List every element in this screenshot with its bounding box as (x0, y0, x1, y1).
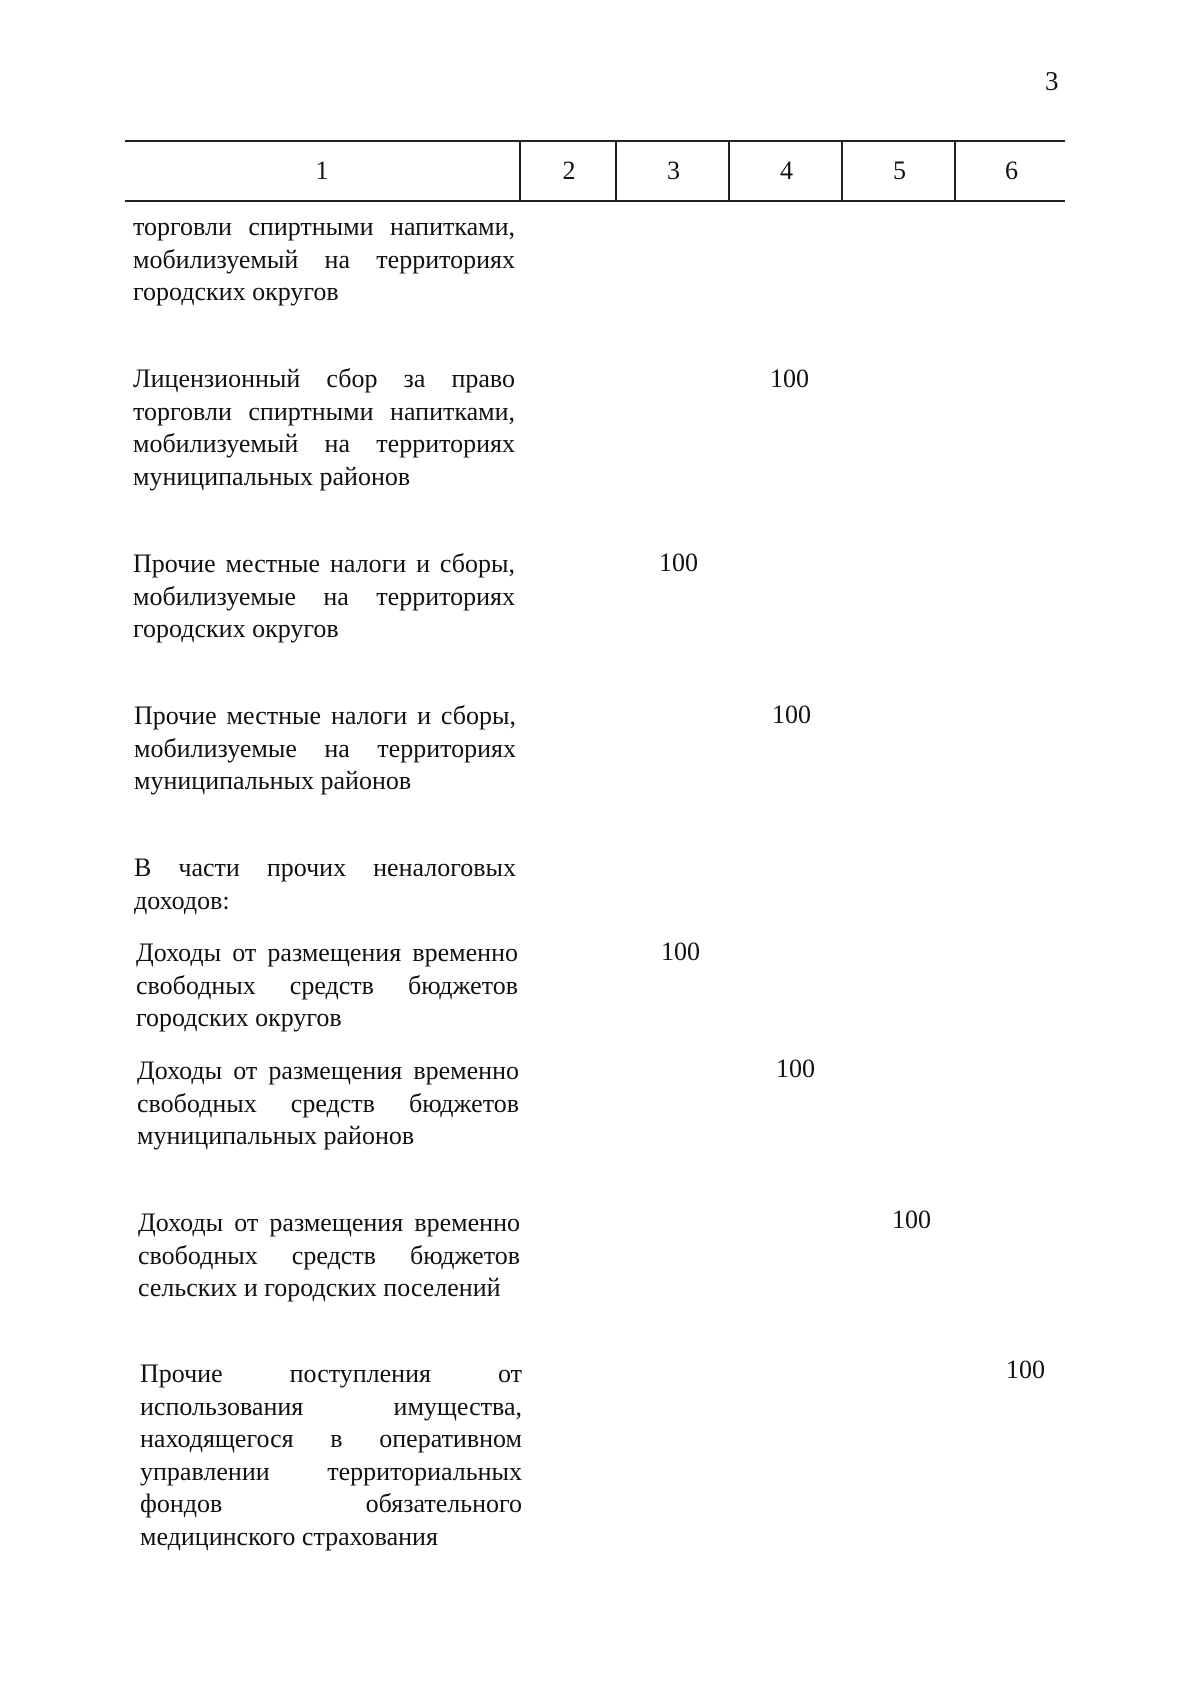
row-description: Прочие местные налоги и сборы, мобилизуемые на территориях муниципальных районов (134, 701, 516, 795)
page-number: 3 (1045, 66, 1059, 96)
row-description: Прочие местные налоги и сборы, мобилизуемые на территориях городских округов (133, 549, 515, 643)
row-description: Доходы от размещения временно свободных средств бюджетов городских округов (136, 938, 518, 1032)
column-header-4: 4 (728, 142, 843, 200)
row-description: Прочие поступления от использования имущества, находящегося в оперативном управлении территориальных фондов обязательного медицинского страхования (140, 1359, 522, 1551)
row-value-col4: 100 (772, 700, 811, 729)
column-header-5: 5 (841, 142, 956, 200)
row-description: В части прочих неналоговых доходов: (134, 853, 516, 915)
row-description: Доходы от размещения временно свободных средств бюджетов муниципальных районов (137, 1056, 519, 1150)
table-header (125, 140, 1065, 202)
row-value-col3: 100 (659, 548, 698, 577)
column-header-6: 6 (954, 142, 1067, 200)
column-header-1: 1 (315, 156, 329, 185)
row-description: Доходы от размещения временно свободных средств бюджетов сельских и городских поселений (138, 1208, 520, 1302)
row-description: Лицензионный сбор за право торговли спиртными напитками, мобилизуемый на территориях муниципальных районов (133, 364, 515, 491)
column-header-2: 2 (519, 142, 617, 200)
row-value-col5: 100 (892, 1205, 931, 1234)
row-description: торговли спиртными напитками, мобилизуемый на территориях городских округов (133, 212, 515, 306)
row-value-col3: 100 (661, 937, 700, 966)
row-value-col4: 100 (770, 364, 809, 393)
column-header-3: 3 (615, 142, 730, 200)
row-value-col4: 100 (776, 1054, 815, 1083)
row-value-col6: 100 (1006, 1355, 1045, 1384)
